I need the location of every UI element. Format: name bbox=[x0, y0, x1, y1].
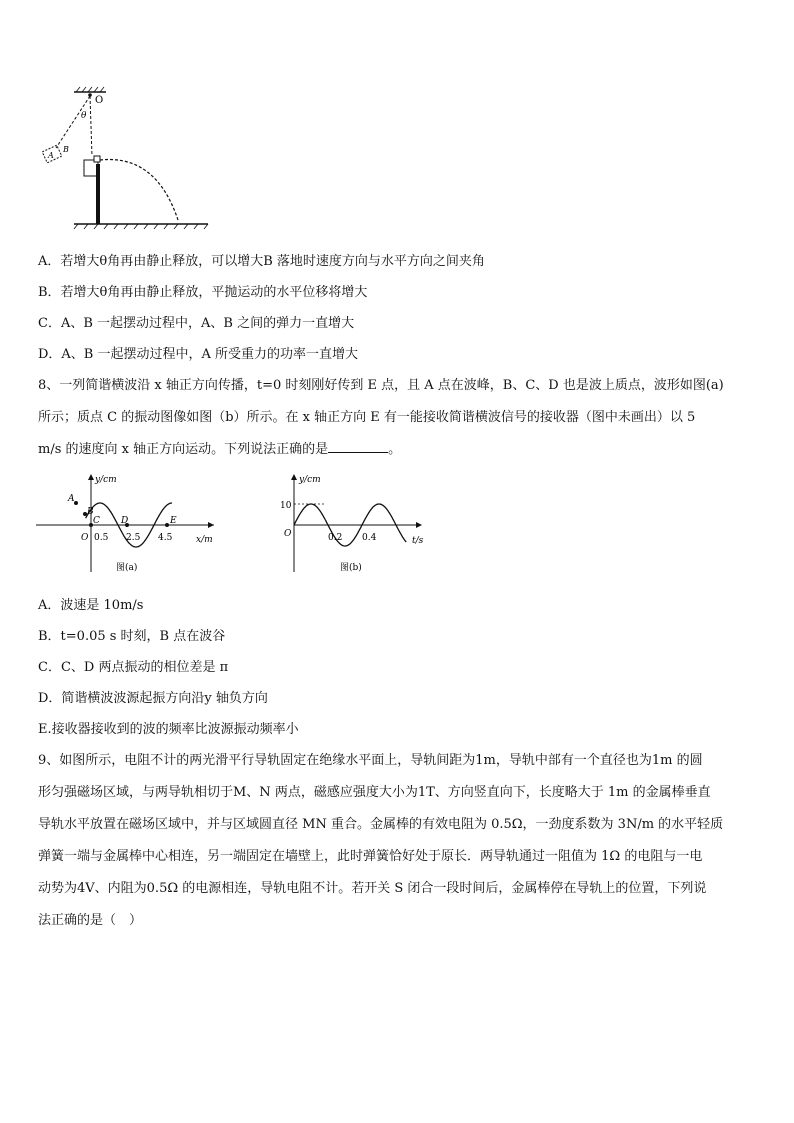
graph-a-origin: O bbox=[81, 533, 89, 543]
q7-option-b: B．若增大θ角再由静止释放，平抛运动的水平位移将增大 bbox=[38, 285, 368, 300]
point-e-label: E bbox=[170, 516, 177, 526]
q8-option-c: C．C、D 两点振动的相位差是 π bbox=[38, 660, 229, 675]
q8-stem-text: m/s 的速度向 x 轴正方向运动。下列说法正确的是 bbox=[38, 442, 329, 457]
graph-b-xlabel: t/s bbox=[412, 536, 424, 546]
block-label-a: A bbox=[48, 151, 54, 160]
q7-option-c: C．A、B 一起摆动过程中，A、B 之间的弹力一直增大 bbox=[38, 316, 355, 331]
graph-b-tick-amp: 10 bbox=[280, 501, 292, 511]
graph-a-tick-1: 0.5 bbox=[94, 533, 109, 543]
point-e bbox=[165, 523, 169, 527]
theta-label: θ bbox=[81, 111, 87, 121]
q8-stem-line-1: 8、一列简谐横波沿 x 轴正方向传播，t=0 时刻刚好传到 E 点，且 A 点在波峰，B、C、D 也是波上质点，波形如图(a) bbox=[38, 378, 724, 393]
point-a bbox=[74, 501, 78, 505]
graph-b-caption: 图(b) bbox=[340, 563, 362, 573]
vibration-graph-b bbox=[270, 470, 440, 578]
graph-a-caption: 图(a) bbox=[116, 563, 138, 573]
block-label-b: B bbox=[63, 145, 69, 154]
q8-option-a: A．波速是 10m/s bbox=[38, 598, 144, 613]
q8-stem-line-2: 所示；质点 C 的振动图像如图（b）所示。在 x 轴正方向 E 有一能接收简谐横波信号的接收器（图中未画出）以 5 bbox=[38, 410, 696, 425]
pendulum-figure bbox=[36, 86, 216, 232]
q7-option-d: D．A、B 一起摆动过程中，A 所受重力的功率一直增大 bbox=[38, 347, 359, 362]
q8-stem-line-3 bbox=[38, 438, 401, 457]
point-a-label: A bbox=[68, 494, 75, 504]
answer-blank bbox=[328, 440, 388, 453]
point-b-label: B bbox=[87, 507, 94, 517]
point-d-label: D bbox=[121, 516, 129, 526]
graph-a-ylabel: y/cm bbox=[95, 475, 117, 485]
q9-stem-line-5: 动势为4V、内阻为0.5Ω 的电源相连，导轨电阻不计。若开关 S 闭合一段时间后，金属棒停在导轨上的位置，下列说 bbox=[38, 881, 707, 896]
q9-stem-line-1: 9、如图所示，电阻不计的两光滑平行导轨固定在绝缘水平面上，导轨间距为1m，导轨中部有一个直径也为1m 的圆 bbox=[38, 753, 703, 768]
graph-b-origin: O bbox=[284, 529, 292, 539]
q8-option-d: D．简谐横波波源起振方向沿y 轴负方向 bbox=[38, 691, 268, 706]
q9-stem-line-4: 弹簧一端与金属棒中心相连，另一端固定在墙壁上，此时弹簧恰好处于原长．两导轨通过一阻值为 1Ω 的电阻与一电 bbox=[38, 849, 703, 864]
q9-stem-line-6: 法正确的是（ ） bbox=[38, 913, 143, 928]
q8-option-e: E.接收器接收到的波的频率比波源振动频率小 bbox=[38, 722, 299, 737]
q8-stem-end: 。 bbox=[388, 442, 402, 457]
q9-stem-line-2: 形匀强磁场区域，与两导轨相切于M、N 两点，磁感应强度大小为1T、方向竖直向下，长度略大于 1m 的金属棒垂直 bbox=[38, 785, 711, 800]
q7-option-a: A．若增大θ角再由静止释放，可以增大B 落地时速度方向与水平方向之间夹角 bbox=[38, 254, 485, 269]
q9-stem-line-3: 导轨水平放置在磁场区域中，并与区域圆直径 MN 重合。金属棒的有效电阻为 0.5Ω，一劲度系数为 3N/m 的水平轻质 bbox=[38, 817, 724, 832]
graph-a-tick-3: 4.5 bbox=[158, 533, 173, 543]
graph-b-ylabel: y/cm bbox=[299, 475, 321, 485]
wave-graph-a bbox=[36, 470, 226, 578]
point-c-label: C bbox=[93, 516, 100, 526]
graph-b-tick-2: 0.4 bbox=[362, 533, 377, 543]
graph-a-xlabel: x/m bbox=[196, 535, 213, 545]
pivot-label: O bbox=[95, 95, 104, 106]
graph-a-tick-2: 2.5 bbox=[126, 533, 141, 543]
graph-b-tick-1: 0.2 bbox=[328, 533, 343, 543]
q8-option-b: B．t=0.05 s 时刻，B 点在波谷 bbox=[38, 629, 226, 644]
